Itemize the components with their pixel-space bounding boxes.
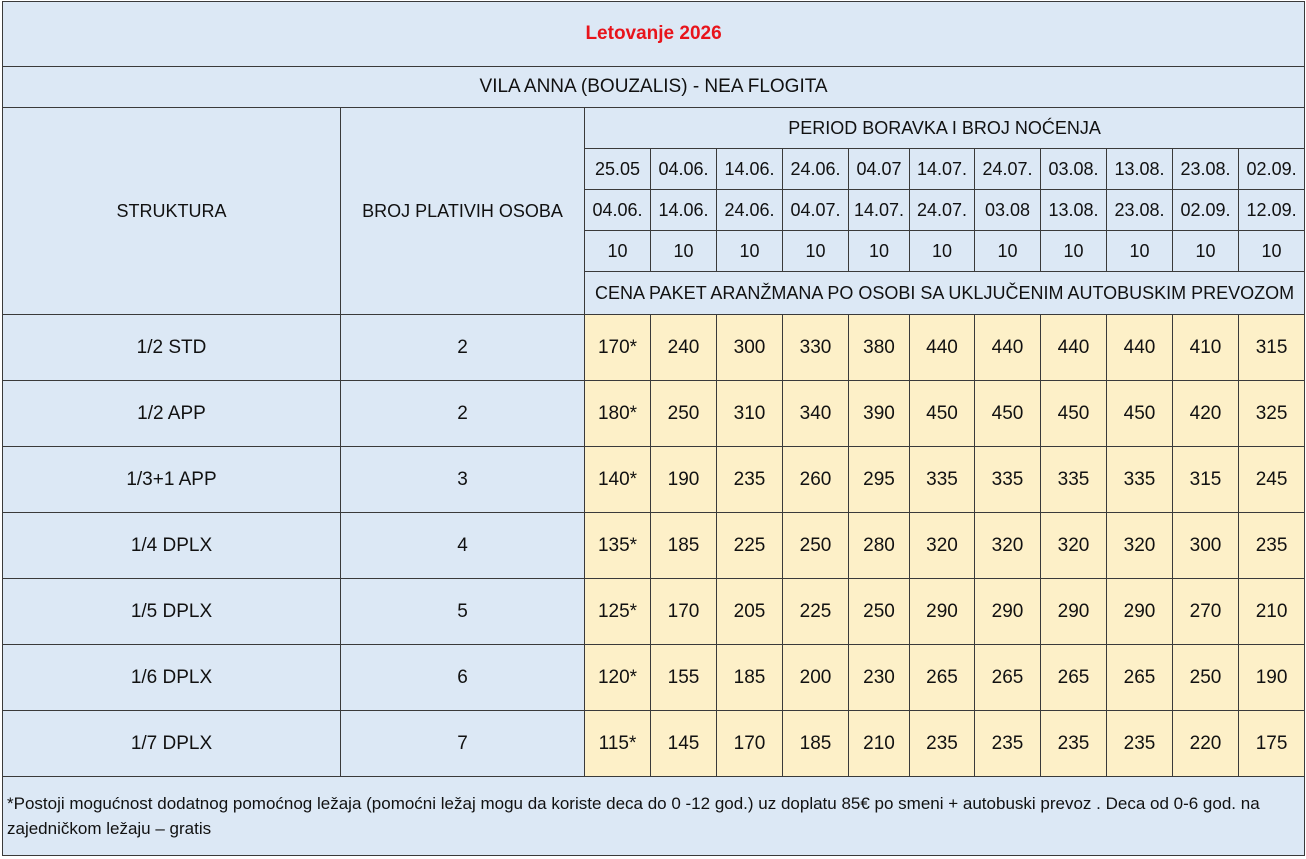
price-cell: 440 xyxy=(1041,315,1107,381)
structure-cell: 1/2 APP xyxy=(3,381,341,447)
period-start-date: 13.08. xyxy=(1107,149,1173,190)
structure-cell: 1/2 STD xyxy=(3,315,341,381)
period-start-date: 24.07. xyxy=(975,149,1041,190)
period-end-date: 14.07. xyxy=(849,190,910,231)
table-row xyxy=(3,579,1305,645)
price-cell: 390 xyxy=(849,381,910,447)
price-cell: 200 xyxy=(783,645,849,711)
price-cell: 320 xyxy=(1107,513,1173,579)
price-cell: 170* xyxy=(585,315,651,381)
table-row xyxy=(3,645,1305,711)
price-cell: 170 xyxy=(717,711,783,777)
price-cell: 450 xyxy=(1041,381,1107,447)
price-cell: 245 xyxy=(1239,447,1305,513)
table-row xyxy=(3,381,1305,447)
period-nights: 10 xyxy=(717,231,783,272)
price-cell: 180* xyxy=(585,381,651,447)
price-cell: 300 xyxy=(717,315,783,381)
hotel-name: VILA ANNA (BOUZALIS) - NEA FLOGITA xyxy=(3,67,1305,108)
period-start-date: 04.06. xyxy=(651,149,717,190)
price-cell: 290 xyxy=(975,579,1041,645)
price-cell: 440 xyxy=(910,315,975,381)
table-row xyxy=(3,447,1305,513)
table-row xyxy=(3,711,1305,777)
persons-header: BROJ PLATIVIH OSOBA xyxy=(341,108,585,315)
persons-cell: 3 xyxy=(341,447,585,513)
price-cell: 235 xyxy=(1041,711,1107,777)
period-start-date: 14.06. xyxy=(717,149,783,190)
price-cell: 230 xyxy=(849,645,910,711)
price-table xyxy=(2,1,1305,856)
price-cell: 450 xyxy=(975,381,1041,447)
price-cell: 190 xyxy=(1239,645,1305,711)
structure-cell: 1/6 DPLX xyxy=(3,645,341,711)
period-end-date: 04.06. xyxy=(585,190,651,231)
period-header: PERIOD BORAVKA I BROJ NOĆENJA xyxy=(585,108,1305,149)
persons-cell: 7 xyxy=(341,711,585,777)
period-end-date: 24.07. xyxy=(910,190,975,231)
price-cell: 290 xyxy=(1041,579,1107,645)
persons-cell: 4 xyxy=(341,513,585,579)
price-cell: 450 xyxy=(1107,381,1173,447)
price-cell: 190 xyxy=(651,447,717,513)
price-cell: 250 xyxy=(1173,645,1239,711)
period-end-date: 04.07. xyxy=(783,190,849,231)
price-cell: 235 xyxy=(975,711,1041,777)
period-nights: 10 xyxy=(975,231,1041,272)
price-cell: 185 xyxy=(651,513,717,579)
price-cell: 335 xyxy=(910,447,975,513)
period-end-date: 03.08 xyxy=(975,190,1041,231)
period-nights: 10 xyxy=(910,231,975,272)
price-cell: 320 xyxy=(975,513,1041,579)
price-cell: 235 xyxy=(1239,513,1305,579)
price-cell: 320 xyxy=(910,513,975,579)
price-cell: 335 xyxy=(1107,447,1173,513)
period-end-date: 13.08. xyxy=(1041,190,1107,231)
price-cell: 250 xyxy=(651,381,717,447)
price-cell: 235 xyxy=(1107,711,1173,777)
period-end-date: 23.08. xyxy=(1107,190,1173,231)
price-cell: 270 xyxy=(1173,579,1239,645)
structure-cell: 1/5 DPLX xyxy=(3,579,341,645)
price-cell: 155 xyxy=(651,645,717,711)
price-cell: 320 xyxy=(1041,513,1107,579)
price-cell: 290 xyxy=(910,579,975,645)
persons-cell: 5 xyxy=(341,579,585,645)
period-start-date: 04.07 xyxy=(849,149,910,190)
price-cell: 240 xyxy=(651,315,717,381)
period-nights: 10 xyxy=(651,231,717,272)
period-end-date: 24.06. xyxy=(717,190,783,231)
price-cell: 115* xyxy=(585,711,651,777)
footnote: *Postoji mogućnost dodatnog pomoćnog ležaja (pomoćni ležaj mogu da koriste deca do 0 -12 god.) uz doplatu 85€ po smeni + autobuski prevoz . Deca od 0-6 god. na zajedničkom ležaju – gratis xyxy=(3,777,1305,856)
period-end-date: 12.09. xyxy=(1239,190,1305,231)
price-cell: 330 xyxy=(783,315,849,381)
period-nights: 10 xyxy=(1173,231,1239,272)
period-nights: 10 xyxy=(1107,231,1173,272)
price-cell: 440 xyxy=(975,315,1041,381)
period-start-date: 02.09. xyxy=(1239,149,1305,190)
price-cell: 295 xyxy=(849,447,910,513)
price-cell: 265 xyxy=(1041,645,1107,711)
period-start-date: 23.08. xyxy=(1173,149,1239,190)
structure-cell: 1/4 DPLX xyxy=(3,513,341,579)
price-note-header: CENA PAKET ARANŽMANA PO OSOBI SA UKLJUČENIM AUTOBUSKIM PREVOZOM xyxy=(585,272,1305,315)
period-start-date: 03.08. xyxy=(1041,149,1107,190)
price-cell: 280 xyxy=(849,513,910,579)
price-cell: 185 xyxy=(717,645,783,711)
price-cell: 440 xyxy=(1107,315,1173,381)
price-cell: 210 xyxy=(1239,579,1305,645)
price-cell: 225 xyxy=(717,513,783,579)
price-cell: 175 xyxy=(1239,711,1305,777)
price-cell: 235 xyxy=(910,711,975,777)
price-cell: 170 xyxy=(651,579,717,645)
price-cell: 335 xyxy=(975,447,1041,513)
price-cell: 325 xyxy=(1239,381,1305,447)
structure-cell: 1/3+1 APP xyxy=(3,447,341,513)
structure-cell: 1/7 DPLX xyxy=(3,711,341,777)
price-cell: 340 xyxy=(783,381,849,447)
price-cell: 315 xyxy=(1239,315,1305,381)
price-cell: 185 xyxy=(783,711,849,777)
period-end-date: 02.09. xyxy=(1173,190,1239,231)
persons-cell: 2 xyxy=(341,315,585,381)
price-cell: 145 xyxy=(651,711,717,777)
table-row xyxy=(3,513,1305,579)
price-cell: 335 xyxy=(1041,447,1107,513)
price-cell: 450 xyxy=(910,381,975,447)
period-start-date: 25.05 xyxy=(585,149,651,190)
price-cell: 135* xyxy=(585,513,651,579)
price-cell: 235 xyxy=(717,447,783,513)
price-cell: 300 xyxy=(1173,513,1239,579)
period-nights: 10 xyxy=(849,231,910,272)
price-cell: 265 xyxy=(975,645,1041,711)
price-cell: 265 xyxy=(1107,645,1173,711)
price-cell: 125* xyxy=(585,579,651,645)
page-title: Letovanje 2026 xyxy=(3,2,1305,67)
period-nights: 10 xyxy=(783,231,849,272)
price-cell: 260 xyxy=(783,447,849,513)
structure-header: STRUKTURA xyxy=(3,108,341,315)
period-end-date: 14.06. xyxy=(651,190,717,231)
price-cell: 220 xyxy=(1173,711,1239,777)
price-cell: 250 xyxy=(849,579,910,645)
period-nights: 10 xyxy=(1041,231,1107,272)
price-cell: 265 xyxy=(910,645,975,711)
period-start-date: 24.06. xyxy=(783,149,849,190)
price-cell: 140* xyxy=(585,447,651,513)
price-cell: 120* xyxy=(585,645,651,711)
price-cell: 205 xyxy=(717,579,783,645)
price-cell: 225 xyxy=(783,579,849,645)
price-cell: 250 xyxy=(783,513,849,579)
price-cell: 380 xyxy=(849,315,910,381)
price-cell: 420 xyxy=(1173,381,1239,447)
price-cell: 310 xyxy=(717,381,783,447)
table-row xyxy=(3,315,1305,381)
price-cell: 290 xyxy=(1107,579,1173,645)
persons-cell: 2 xyxy=(341,381,585,447)
price-cell: 315 xyxy=(1173,447,1239,513)
price-cell: 410 xyxy=(1173,315,1239,381)
period-start-date: 14.07. xyxy=(910,149,975,190)
period-nights: 10 xyxy=(585,231,651,272)
price-cell: 210 xyxy=(849,711,910,777)
persons-cell: 6 xyxy=(341,645,585,711)
period-nights: 10 xyxy=(1239,231,1305,272)
